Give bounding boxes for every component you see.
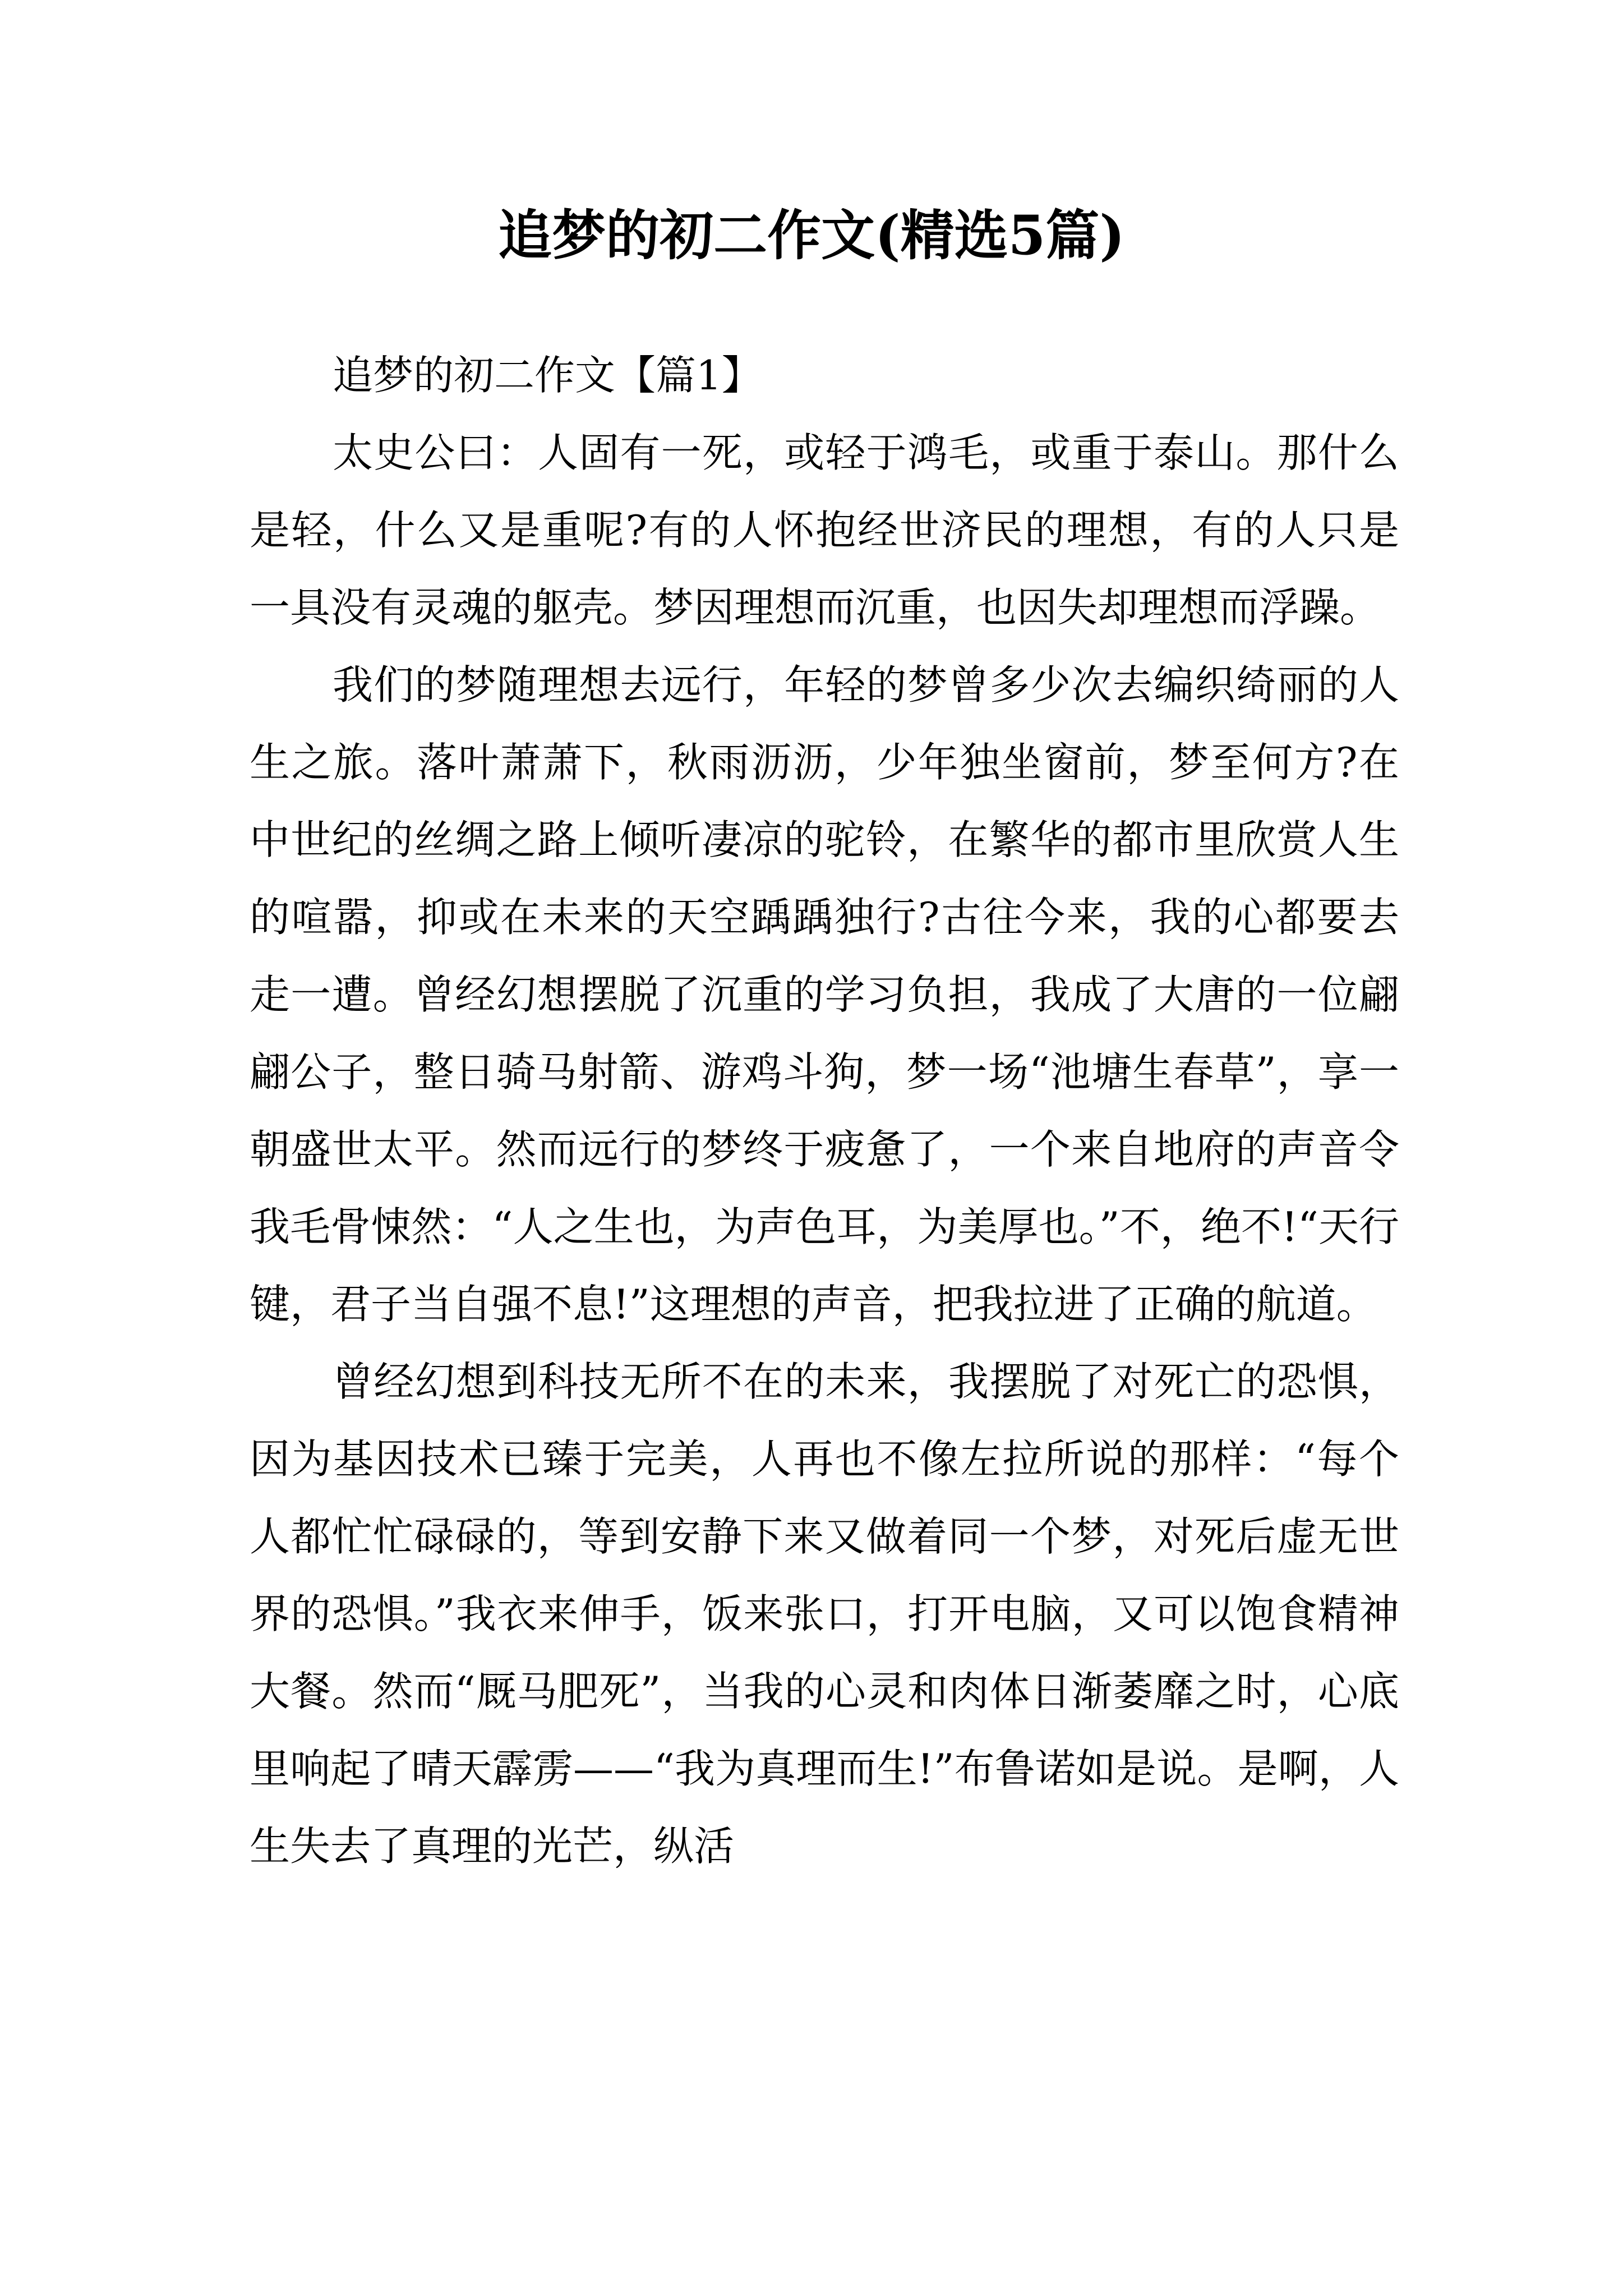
paragraph: 太史公曰：人固有一死，或轻于鸿毛，或重于泰山。那什么是轻，什么又是重呢?有的人怀抱经世济民的理想，有的人只是一具没有灵魂的躯壳。梦因理想而沉重，也因失却理想而浮躁。 (250, 429, 1399, 631)
section-heading: 追梦的初二作文【篇1】 (333, 352, 762, 399)
paragraph: 我们的梦随理想去远行，年轻的梦曾多少次去编织绮丽的人生之旅。落叶萧萧下，秋雨沥沥，少年独坐窗前，梦至何方?在中世纪的丝绸之路上倾听凄凉的驼铃，在繁华的都市里欣赏人生的喧嚣，抑或在未来的天空踽踽独行?古往今来，我的心都要去走一遭。曾经幻想摆脱了沉重的学习负担，我成了大唐的一位翩翩公子，整日骑马射箭、游鸡斗狗，梦一场“池塘生春草”，享一朝盛世太平。然而远行的梦终于疲惫了，一个来自地府的声音令我毛骨悚然：“人之生也，为声色耳，为美厚也。”不，绝不!“天行键，君子当自强不息!”这理想的声音，把我拉进了正确的航道。 (250, 661, 1399, 1328)
document-title: 追梦的初二作文(精选5篇) (498, 204, 1125, 267)
document-body (250, 337, 1399, 1885)
paragraph: 曾经幻想到科技无所不在的未来，我摆脱了对死亡的恐惧，因为基因技术已臻于完美，人再也不像左拉所说的那样：“每个人都忙忙碌碌的，等到安静下来又做着同一个梦，对死后虚无世界的恐惧。”我衣来伸手，饭来张口，打开电脑，又可以饱食精神大餐。然而“厩马肥死”，当我的心灵和肉体日渐萎靡之时，心底里响起了晴天霹雳——“我为真理而生!”布鲁诺如是说。是啊，人生失去了真理的光芒，纵活 (250, 1358, 1399, 1870)
